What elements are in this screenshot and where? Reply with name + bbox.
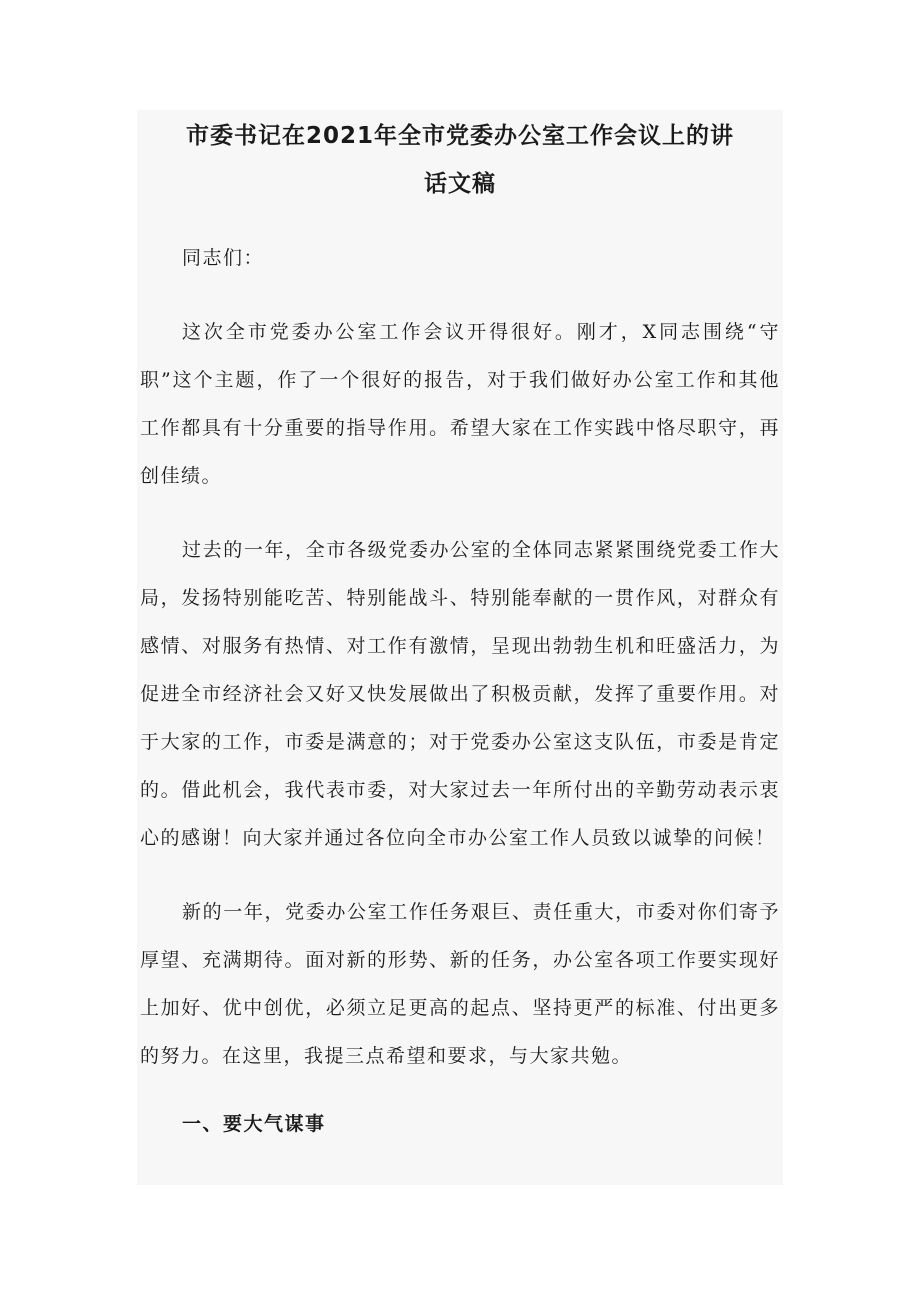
- paragraph-2: 过去的一年，全市各级党委办公室的全体同志紧紧围绕党委工作大局，发扬特别能吃苦、特别能战斗、特别能奉献的一贯作风，对群众有感情、对服务有热情、对工作有激情，呈现出勃勃生机和旺盛活力，为促进全市经济社会又好又快发展做出了积极贡献，发挥了重要作用。对于大家的工作，市委是满意的；对于党委办公室这支队伍，市委是肯定的。借此机会，我代表市委，对大家过去一年所付出的辛勤劳动表示衷心的感谢！向大家并通过各位向全市办公室工作人员致以诚挚的问候！: [140, 539, 780, 849]
- greeting: 同志们：: [182, 247, 265, 269]
- title-line-1: 市委书记在2021年全市党委办公室工作会议上的讲: [185, 123, 734, 149]
- title-line-2: 话文稿: [424, 171, 496, 197]
- paragraph-3: 新的一年，党委办公室工作任务艰巨、责任重大，市委对你们寄予厚望、充满期待。面对新的形势、新的任务，办公室各项工作要实现好上加好、优中创优，必须立足更高的起点、坚持更严的标准、付出更多的努力。在这里，我提三点希望和要求，与大家共勉。: [140, 901, 780, 1067]
- section-heading: 一、要大气谋事: [182, 1113, 326, 1135]
- paragraph-1: 这次全市党委办公室工作会议开得很好。刚才，X同志围绕“守职”这个主题，作了一个很好的报告，对于我们做好办公室工作和其他工作都具有十分重要的指导作用。希望大家在工作实践中恪尽职守，再创佳绩。: [140, 321, 780, 487]
- document-title: [140, 112, 780, 208]
- document-body: [140, 112, 780, 1148]
